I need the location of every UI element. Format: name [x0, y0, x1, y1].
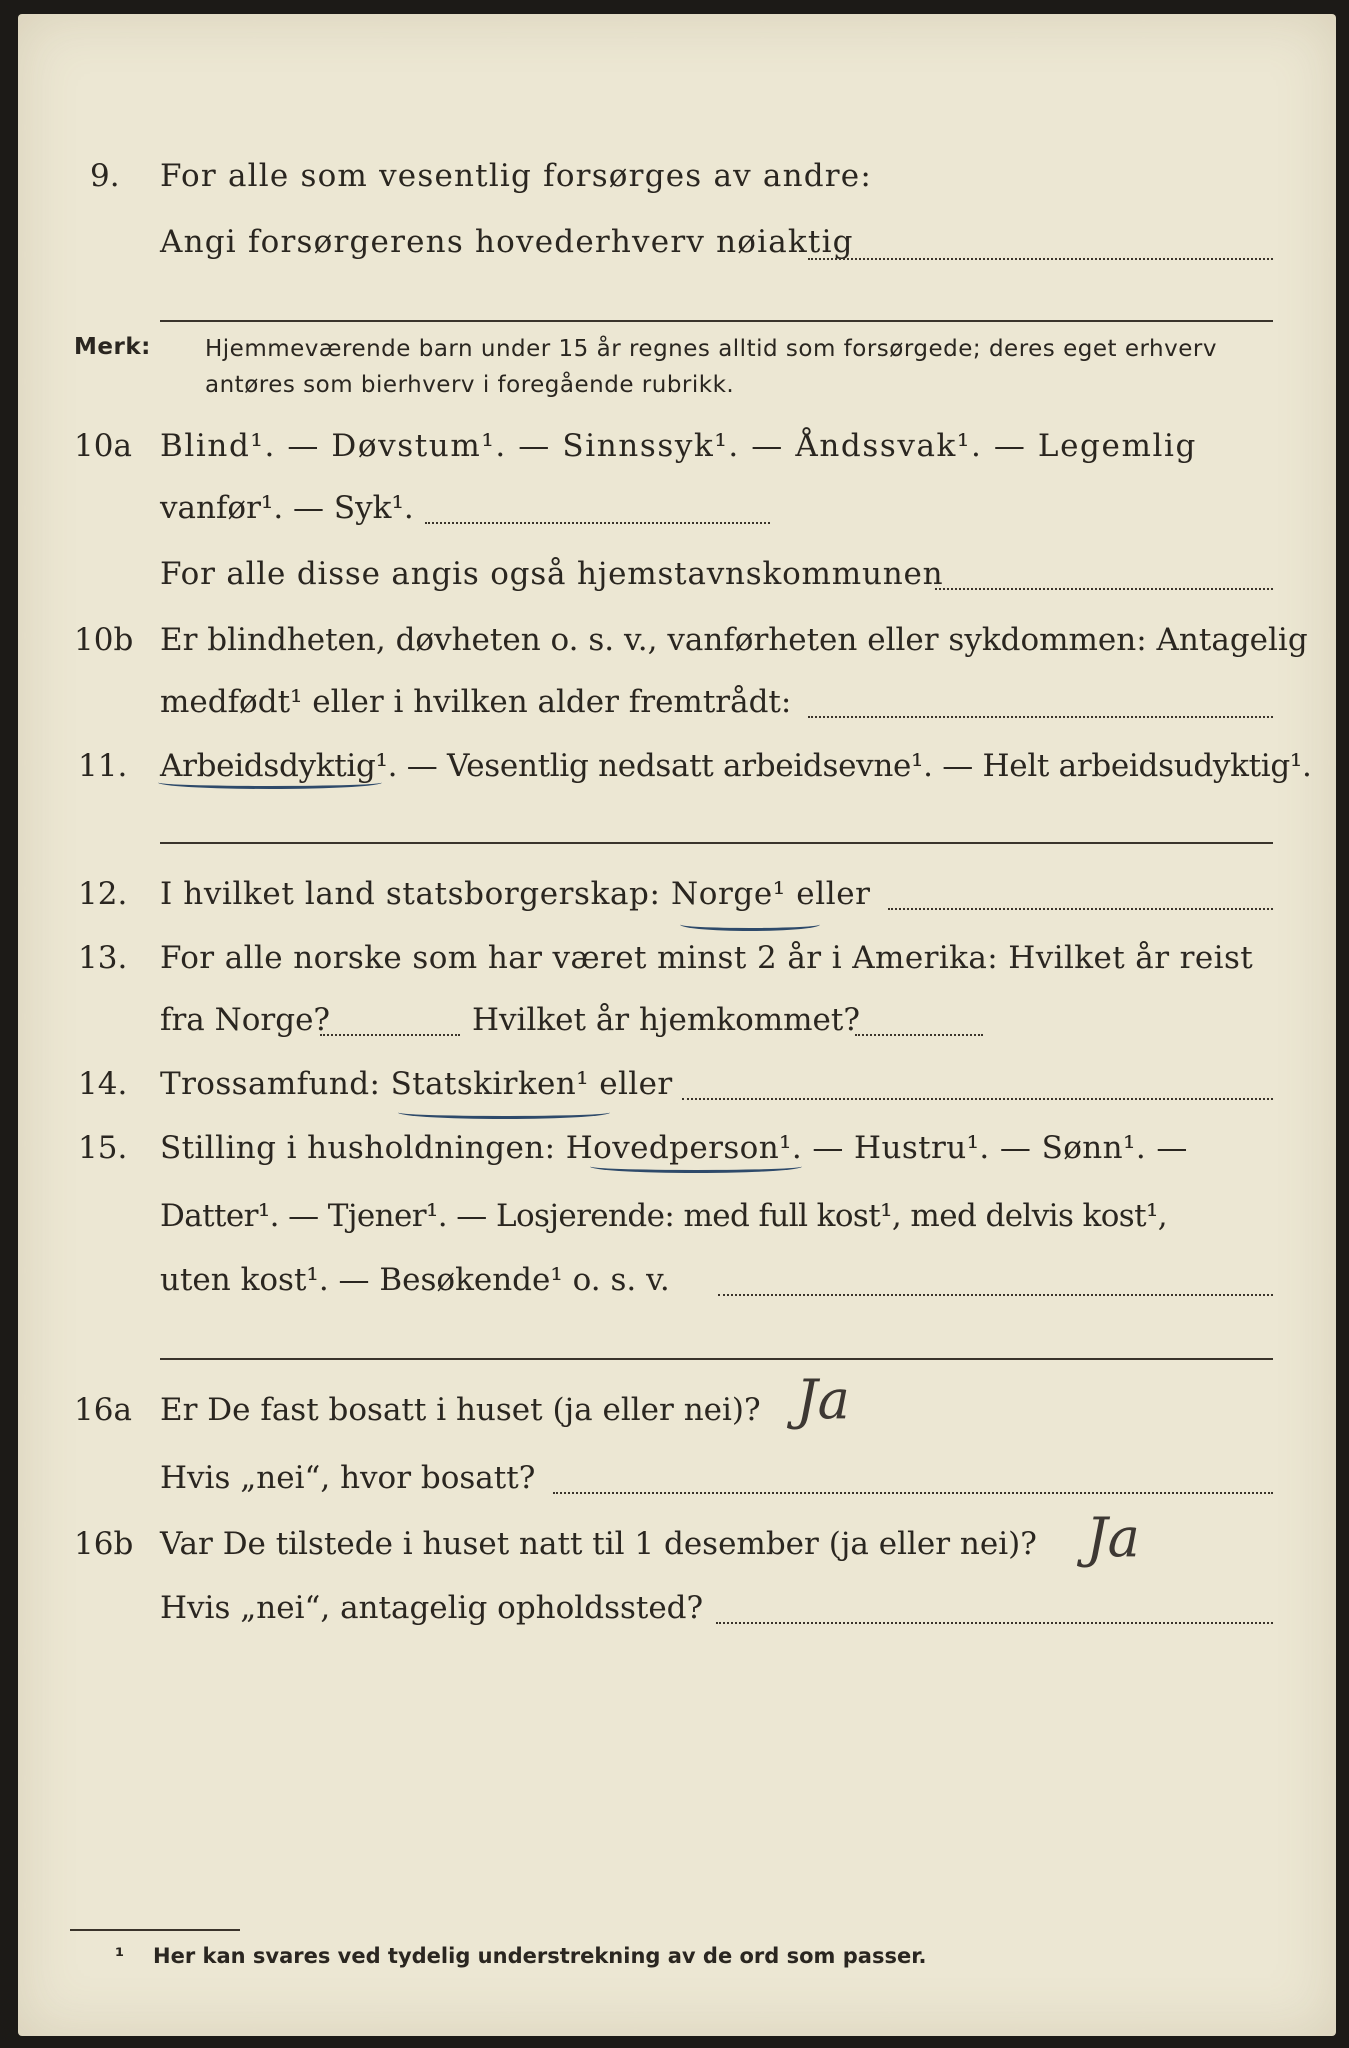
q12-number: 12.: [78, 876, 128, 912]
q16a-number: 16a: [74, 1392, 132, 1428]
q13-number: 13.: [78, 940, 128, 976]
q16b-line1: Var De tilstede i huset natt til 1 desember (ja eller nei)?: [160, 1526, 1037, 1562]
q16b-line2: Hvis „nei“, antagelig opholdssted?: [160, 1590, 704, 1626]
q13-line2a: fra Norge?: [160, 1002, 331, 1038]
q11-line1: Arbeidsdyktig¹. — Vesentlig nedsatt arbeidsevne¹. — Helt arbeidsudyktig¹.: [160, 748, 1312, 784]
footnote-text: Her kan svares ved tydelig understrekning av de ord som passer.: [153, 1944, 927, 1968]
q11-answer-rule[interactable]: [160, 842, 1273, 844]
q10a-line1: Blind¹. — Døvstum¹. — Sinnssyk¹. — Åndssvak¹. — Legemlig: [160, 428, 1197, 464]
q10a-answer-line[interactable]: [425, 522, 770, 524]
q16b-number: 16b: [74, 1526, 134, 1562]
q10a-number: 10a: [74, 428, 132, 464]
q10b-line1: Er blindheten, døvheten o. s. v., vanførheten eller sykdommen: Antagelig: [160, 622, 1308, 658]
q10a-line2: vanfør¹. — Syk¹.: [160, 490, 414, 526]
merk-line2: antøres som bierhverv i foregående rubrikk.: [205, 372, 735, 398]
q10b-line2: medfødt¹ eller i hvilken alder fremtrådt:: [160, 684, 792, 720]
q15-answer-line[interactable]: [718, 1294, 1273, 1296]
q14-underline-mark: [398, 1106, 610, 1119]
q10a-line3: For alle disse angis også hjemstavnskommunen: [160, 556, 944, 592]
q13-line1: For alle norske som har været minst 2 år i Amerika: Hvilket år reist: [160, 940, 1254, 976]
q13-reist-line[interactable]: [320, 1034, 460, 1036]
q15-line2: Datter¹. — Tjener¹. — Losjerende: med full kost¹, med delvis kost¹,: [160, 1198, 1168, 1234]
q11-underline-mark: [158, 776, 382, 789]
q12-line1: I hvilket land statsborgerskap: Norge¹ eller: [160, 876, 871, 912]
q16b-handwritten-answer[interactable]: Ja: [1086, 1506, 1140, 1569]
q9-number: 9.: [90, 158, 120, 194]
q9-answer-line[interactable]: [808, 258, 1273, 260]
merk-label: Merk:: [74, 334, 151, 360]
q10b-answer-line[interactable]: [808, 716, 1273, 718]
q9-line2: Angi forsørgerens hovederhverv nøiaktig: [160, 224, 854, 260]
q12-underline-mark: [680, 918, 820, 931]
q9-line1: For alle som vesentlig forsørges av andre:: [160, 158, 872, 194]
q16a-line2: Hvis „nei“, hvor bosatt?: [160, 1460, 536, 1496]
footnote-mark: ¹: [115, 1944, 125, 1968]
q15-number: 15.: [78, 1130, 128, 1166]
q12-answer-line[interactable]: [888, 908, 1273, 910]
q15-answer-rule[interactable]: [160, 1358, 1273, 1360]
q16a-handwritten-answer[interactable]: Ja: [796, 1368, 850, 1431]
q14-answer-line[interactable]: [682, 1098, 1273, 1100]
q14-number: 14.: [78, 1066, 128, 1102]
q9-answer-rule[interactable]: [160, 320, 1273, 322]
q14-line1: Trossamfund: Statskirken¹ eller: [160, 1066, 673, 1102]
merk-line1: Hjemmeværende barn under 15 år regnes alltid som forsørgede; deres eget erhverv: [205, 336, 1217, 362]
q15-line1: Stilling i husholdningen: Hovedperson¹. — Hustru¹. — Sønn¹. —: [160, 1130, 1188, 1166]
footnote-rule: [70, 1929, 240, 1931]
q13-hjemkommet-line[interactable]: [855, 1034, 983, 1036]
q16a-line1: Er De fast bosatt i huset (ja eller nei)?: [160, 1392, 761, 1428]
q15-underline-mark: [590, 1160, 802, 1173]
q16b-opholdssted-line[interactable]: [716, 1622, 1273, 1624]
q10a-hjemstavn-line[interactable]: [935, 588, 1273, 590]
q13-line2b: Hvilket år hjemkommet?: [472, 1002, 860, 1038]
q16a-bosatt-line[interactable]: [553, 1492, 1273, 1494]
q15-line3: uten kost¹. — Besøkende¹ o. s. v.: [160, 1262, 670, 1298]
q10b-number: 10b: [74, 622, 134, 658]
q11-number: 11.: [78, 748, 128, 784]
